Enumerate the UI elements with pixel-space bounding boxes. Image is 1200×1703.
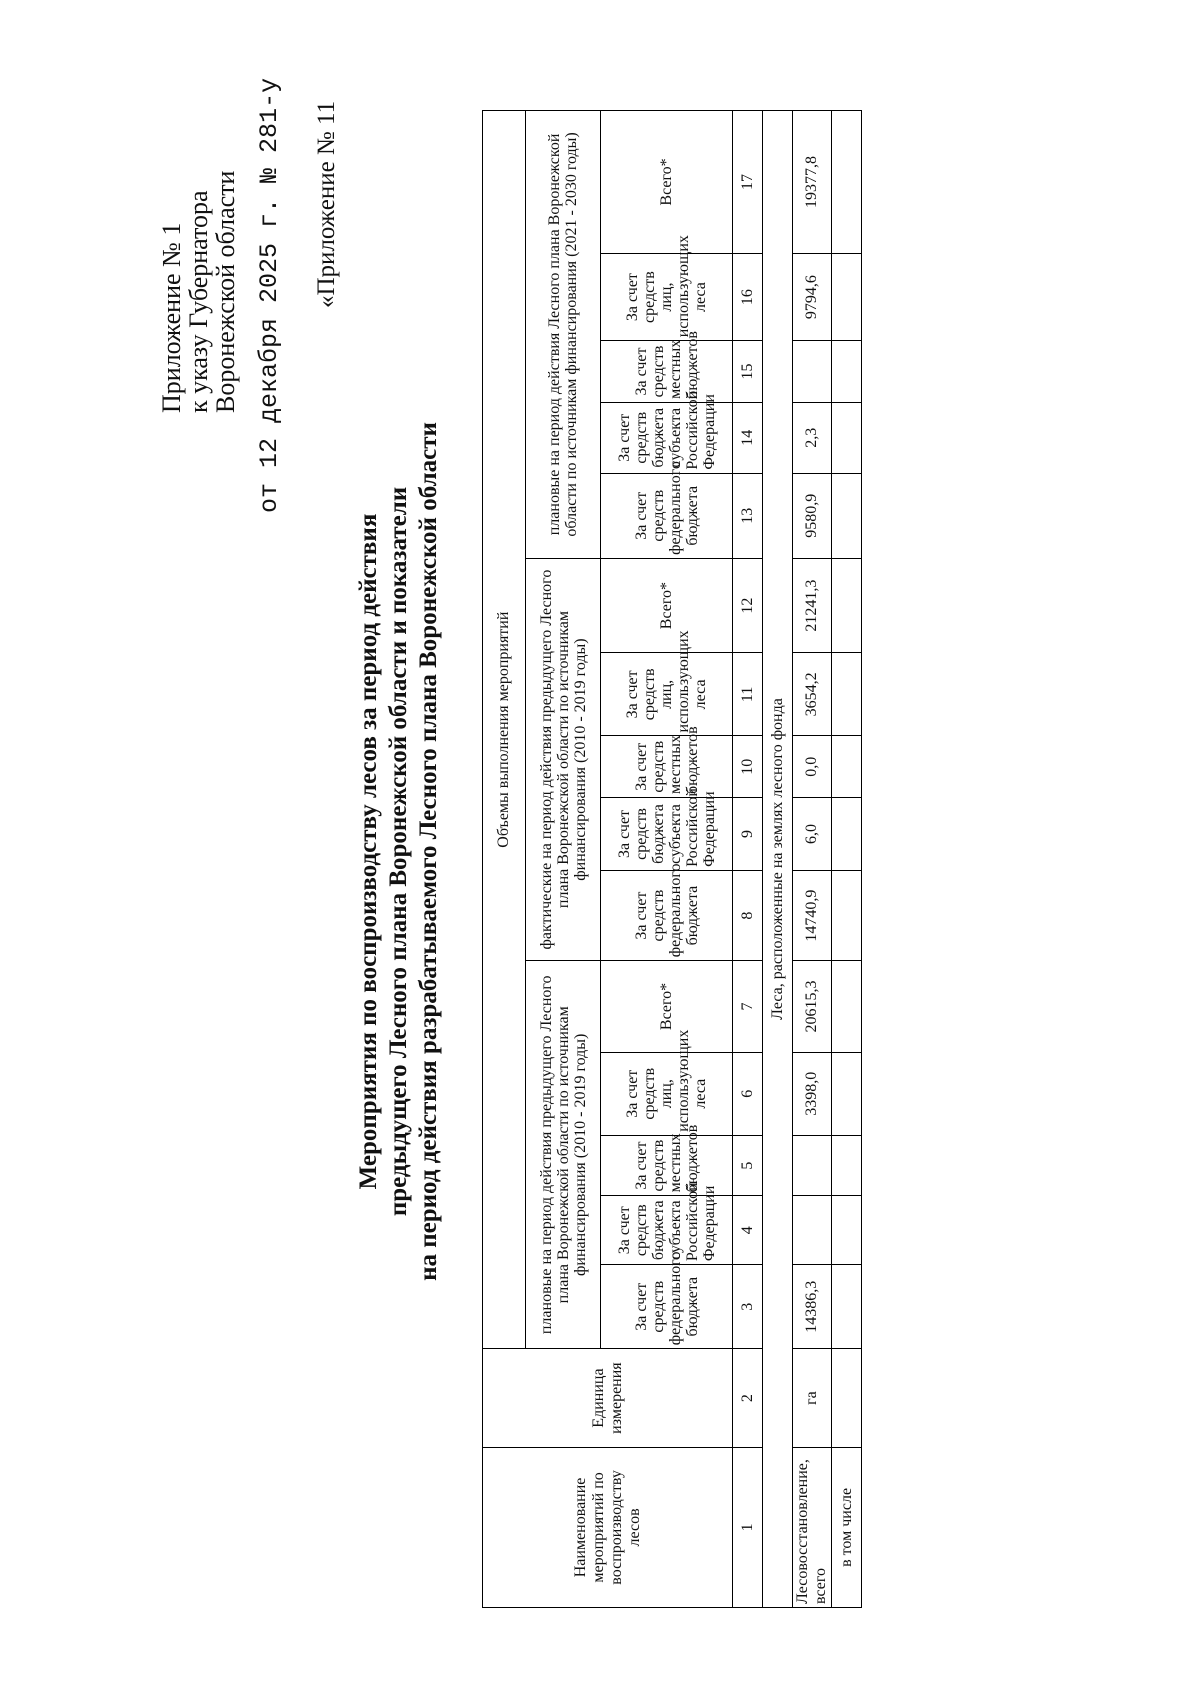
subcol-local: За счет средств местных бюджетов	[601, 1135, 733, 1196]
row-name: Лесовосстановление, всего	[793, 1447, 832, 1607]
table-cell: 9794,6	[793, 253, 832, 340]
col-number: 13	[733, 473, 763, 558]
col-number: 6	[733, 1052, 763, 1135]
subcol-federal: За счет средств федерального бюджета	[601, 870, 733, 960]
group-header-planned-previous: плановые на период действия предыдущего Лесного плана Воронежской области по источникам финансирования (2010 - 2019 годы)	[526, 961, 601, 1349]
table-cell	[832, 653, 862, 736]
table-cell	[832, 111, 862, 254]
row-unit: га	[793, 1349, 832, 1448]
table-cell	[832, 736, 862, 798]
subcol-local: За счет средств местных бюджетов	[601, 736, 733, 798]
table-cell	[832, 558, 862, 652]
col-number: 11	[733, 653, 763, 736]
decree-date: от 12 декабря 2025 г. № 281-у	[255, 77, 284, 513]
table-cell: 2,3	[793, 402, 832, 473]
subcol-total: Всего*	[601, 558, 733, 652]
col-number: 3	[733, 1265, 763, 1349]
header-line: к указу Губернатора	[184, 190, 213, 413]
column-number-row	[733, 111, 763, 1608]
col-number: 9	[733, 798, 763, 871]
col-number: 2	[733, 1349, 763, 1448]
table-cell: 0,0	[793, 736, 832, 798]
table-cell	[832, 961, 862, 1052]
subcol-total: Всего*	[601, 111, 733, 254]
table-cell: 9580,9	[793, 473, 832, 558]
col-number: 4	[733, 1196, 763, 1265]
table-cell	[793, 1135, 832, 1196]
table-cell: 21241,3	[793, 558, 832, 652]
table-cell	[832, 798, 862, 871]
table-cell: 14740,9	[793, 870, 832, 960]
document-header	[158, 171, 239, 413]
title-line: Мероприятия по воспроизводству лесов за период действия	[355, 513, 382, 1190]
section-header: Леса, расположенные на землях лесного фонда	[763, 111, 793, 1608]
subcol-federal: За счет средств федерального бюджета	[601, 473, 733, 558]
table-cell: 20615,3	[793, 961, 832, 1052]
col-number: 5	[733, 1135, 763, 1196]
col-header-unit: Единица измерения	[483, 1349, 733, 1448]
subcol-regional: За счет средств бюджета субъекта Российской Федерации	[601, 798, 733, 871]
table-cell: 19377,8	[793, 111, 832, 254]
table-cell	[832, 1265, 862, 1349]
table-cell	[832, 253, 862, 340]
row-name: в том числе	[832, 1447, 862, 1607]
table-cell: 3398,0	[793, 1052, 832, 1135]
document-title	[354, 0, 444, 1703]
table-cell: 6,0	[793, 798, 832, 871]
col-number: 12	[733, 558, 763, 652]
annex-reference: «Приложение № 11	[313, 100, 340, 308]
table-cell	[832, 341, 862, 403]
table-row	[793, 111, 832, 1608]
table-cell	[832, 870, 862, 960]
subcol-regional: За счет средств бюджета субъекта Российской Федерации	[601, 402, 733, 473]
volumes-header: Объемы выполнения мероприятий	[483, 111, 526, 1349]
subcol-forest-users: За счет средств лиц, использующих леса	[601, 653, 733, 736]
col-number: 16	[733, 253, 763, 340]
header-line: Приложение № 1	[157, 222, 186, 413]
col-number: 7	[733, 961, 763, 1052]
subcol-forest-users: За счет средств лиц, использующих леса	[601, 1052, 733, 1135]
table-cell	[832, 402, 862, 473]
col-number: 10	[733, 736, 763, 798]
subcol-forest-users: За счет средств лиц, использующих леса	[601, 253, 733, 340]
title-line: на период действия разрабатываемого Лесного плана Воронежской области	[415, 422, 442, 1281]
subcol-regional: За счет средств бюджета субъекта Российской Федерации	[601, 1196, 733, 1265]
table-cell	[793, 341, 832, 403]
reforestation-table	[482, 110, 862, 1608]
header-line: Воронежской области	[211, 170, 240, 413]
table-cell	[832, 473, 862, 558]
col-number: 15	[733, 341, 763, 403]
col-header-name: Наименование мероприятий по воспроизводству лесов	[483, 1447, 733, 1607]
col-number: 17	[733, 111, 763, 254]
subcol-federal: За счет средств федерального бюджета	[601, 1265, 733, 1349]
table-cell: 3654,2	[793, 653, 832, 736]
col-number: 14	[733, 402, 763, 473]
table-cell	[793, 1196, 832, 1265]
table-cell	[832, 1052, 862, 1135]
table-cell	[832, 1196, 862, 1265]
table-row	[832, 111, 862, 1608]
subcol-local: За счет средств местных бюджетов	[601, 341, 733, 403]
group-header-actual-previous: фактические на период действия предыдущего Лесного плана Воронежской области по источникам финансирования (2010 - 2019 годы)	[526, 558, 601, 960]
table-cell: 14386,3	[793, 1265, 832, 1349]
row-unit	[832, 1349, 862, 1448]
table-cell	[832, 1135, 862, 1196]
title-line: предыдущего Лесного плана Воронежской области и показатели	[385, 486, 412, 1217]
group-header-planned-current: плановые на период действия Лесного плана Воронежской области по источникам финансирования (2021 - 2030 годы)	[526, 111, 601, 559]
col-number: 8	[733, 870, 763, 960]
subcol-total: Всего*	[601, 961, 733, 1052]
col-number: 1	[733, 1447, 763, 1607]
